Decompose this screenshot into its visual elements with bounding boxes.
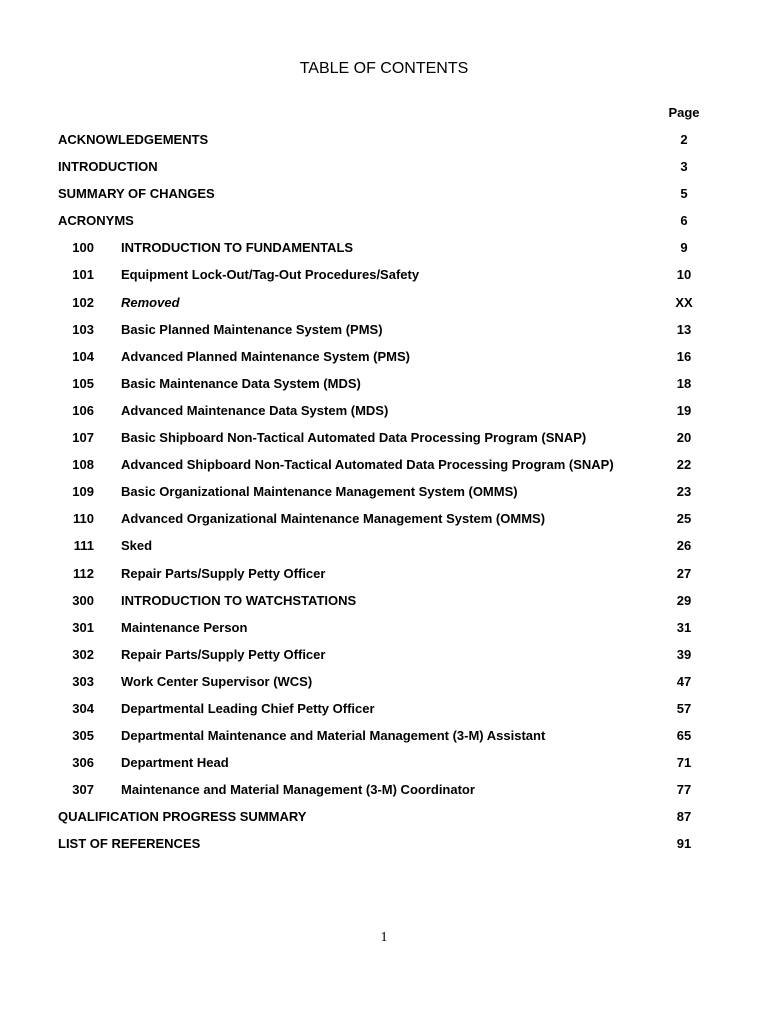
toc-entry-page: 3 — [680, 159, 688, 175]
toc-entry-number: 112 — [73, 565, 94, 581]
toc-entry-page: 91 — [676, 836, 692, 852]
toc-entry-page: 65 — [676, 728, 692, 744]
toc-entry-label: QUALIFICATION PROGRESS SUMMARY — [58, 809, 307, 825]
toc-entry-number: 102 — [72, 294, 94, 310]
toc-entry-number: 104 — [72, 348, 94, 364]
toc-entry-number: 105 — [72, 375, 94, 391]
toc-entry — [0, 402, 768, 429]
toc-entry-page: 29 — [676, 592, 692, 608]
toc-entry — [0, 754, 768, 781]
toc-entry-number: 108 — [72, 457, 94, 473]
toc-entry-page: 5 — [680, 186, 688, 202]
toc-entry-label: Removed — [121, 294, 180, 310]
toc-entry-page: 13 — [676, 321, 692, 337]
toc-list — [0, 131, 768, 863]
toc-entry-page: 16 — [676, 348, 692, 364]
toc-entry-label: Basic Shipboard Non-Tactical Automated Data Processing Program (SNAP) — [121, 430, 587, 446]
toc-entry — [0, 835, 768, 862]
toc-entry-page: 31 — [676, 619, 692, 635]
toc-entry-number: 306 — [72, 755, 94, 771]
toc-entry — [0, 266, 768, 293]
toc-entry-label: Repair Parts/Supply Petty Officer — [121, 646, 326, 662]
toc-entry-number: 302 — [72, 646, 94, 662]
footer-page-number: 1 — [380, 930, 388, 945]
toc-entry-label: Basic Maintenance Data System (MDS) — [121, 375, 361, 391]
toc-entry-page: 25 — [676, 511, 692, 527]
toc-entry — [0, 727, 768, 754]
toc-entry — [0, 348, 768, 375]
toc-entry-label: ACKNOWLEDGEMENTS — [58, 132, 209, 147]
page-column-header: Page — [668, 105, 700, 120]
toc-entry-label: Equipment Lock-Out/Tag-Out Procedures/Safety — [121, 267, 420, 283]
toc-entry-number: 100 — [72, 240, 94, 256]
toc-entry-label: Sked — [121, 538, 153, 554]
toc-entry-page: XX — [675, 294, 693, 310]
toc-entry-number: 101 — [72, 267, 94, 283]
toc-entry — [0, 158, 768, 185]
toc-entry — [0, 321, 768, 348]
toc-entry — [0, 619, 768, 646]
toc-entry-page: 47 — [676, 673, 692, 689]
toc-entry — [0, 185, 768, 212]
toc-entry-label: Advanced Maintenance Data System (MDS) — [121, 402, 389, 418]
toc-entry-page: 87 — [676, 809, 692, 825]
toc-entry — [0, 456, 768, 483]
toc-entry-label: Maintenance and Material Management (3-M) Coordinator — [121, 782, 475, 798]
toc-entry-label: Advanced Planned Maintenance System (PMS) — [121, 348, 410, 364]
toc-entry-label: Work Center Supervisor (WCS) — [121, 673, 313, 689]
toc-entry-page: 39 — [676, 646, 692, 662]
toc-entry-label: Departmental Leading Chief Petty Officer — [121, 700, 375, 716]
toc-entry-number: 300 — [72, 592, 94, 608]
toc-entry-number: 111 — [73, 538, 94, 554]
toc-entry-number: 307 — [72, 782, 94, 798]
toc-entry-page: 22 — [676, 457, 692, 473]
toc-entry-page: 10 — [676, 267, 692, 283]
toc-entry-number: 107 — [72, 430, 94, 446]
toc-entry-number: 106 — [72, 402, 94, 418]
toc-entry-page: 71 — [676, 755, 692, 771]
toc-entry-label: LIST OF REFERENCES — [58, 836, 201, 852]
toc-entry — [0, 700, 768, 727]
toc-entry-page: 77 — [676, 782, 692, 798]
toc-entry-number: 304 — [72, 700, 94, 716]
toc-entry-label: Maintenance Person — [121, 619, 248, 635]
toc-entry-page: 27 — [676, 565, 692, 581]
toc-entry-page: 18 — [676, 375, 692, 391]
toc-entry — [0, 781, 768, 808]
toc-entry-number: 301 — [72, 619, 94, 635]
toc-entry-number: 303 — [72, 673, 94, 689]
toc-entry-label: INTRODUCTION — [58, 159, 158, 175]
toc-entry — [0, 483, 768, 510]
toc-entry-label: Departmental Maintenance and Material Management (3-M) Assistant — [121, 728, 546, 744]
toc-entry — [0, 565, 768, 592]
toc-entry-number: 305 — [72, 728, 94, 744]
toc-entry-number: 103 — [72, 321, 94, 337]
toc-entry-label: Repair Parts/Supply Petty Officer — [121, 565, 326, 581]
toc-entry-label: Advanced Shipboard Non-Tactical Automated Data Processing Program (SNAP) — [121, 457, 614, 473]
toc-entry-number: 110 — [73, 511, 94, 527]
toc-entry-label: Basic Planned Maintenance System (PMS) — [121, 321, 383, 337]
toc-entry — [0, 131, 768, 158]
toc-entry — [0, 808, 768, 835]
toc-entry-page: 23 — [676, 484, 692, 500]
toc-title: TABLE OF CONTENTS — [299, 60, 469, 77]
toc-entry-page: 26 — [676, 538, 692, 554]
toc-entry-label: Basic Organizational Maintenance Management System (OMMS) — [121, 484, 518, 500]
toc-entry-label: SUMMARY OF CHANGES — [58, 186, 215, 202]
toc-entry — [0, 212, 768, 239]
toc-entry — [0, 537, 768, 564]
toc-entry — [0, 592, 768, 619]
toc-entry-page: 19 — [676, 402, 692, 418]
toc-entry-page: 6 — [680, 213, 688, 229]
toc-entry — [0, 294, 768, 321]
toc-entry — [0, 239, 768, 266]
toc-entry — [0, 646, 768, 673]
toc-entry — [0, 510, 768, 537]
toc-entry-label: ACRONYMS — [58, 213, 134, 229]
toc-entry-page: 20 — [676, 430, 692, 446]
toc-entry-page: 57 — [676, 700, 692, 716]
toc-entry — [0, 673, 768, 700]
toc-entry — [0, 429, 768, 456]
toc-entry-page: 9 — [680, 240, 688, 256]
toc-entry-label: Advanced Organizational Maintenance Management System (OMMS) — [121, 511, 546, 527]
toc-entry-page: 2 — [680, 132, 688, 147]
toc-entry-label: INTRODUCTION TO WATCHSTATIONS — [121, 592, 357, 608]
toc-entry-label: INTRODUCTION TO FUNDAMENTALS — [121, 240, 354, 256]
toc-entry-label: Department Head — [121, 755, 229, 771]
toc-entry-number: 109 — [72, 484, 94, 500]
toc-entry — [0, 375, 768, 402]
